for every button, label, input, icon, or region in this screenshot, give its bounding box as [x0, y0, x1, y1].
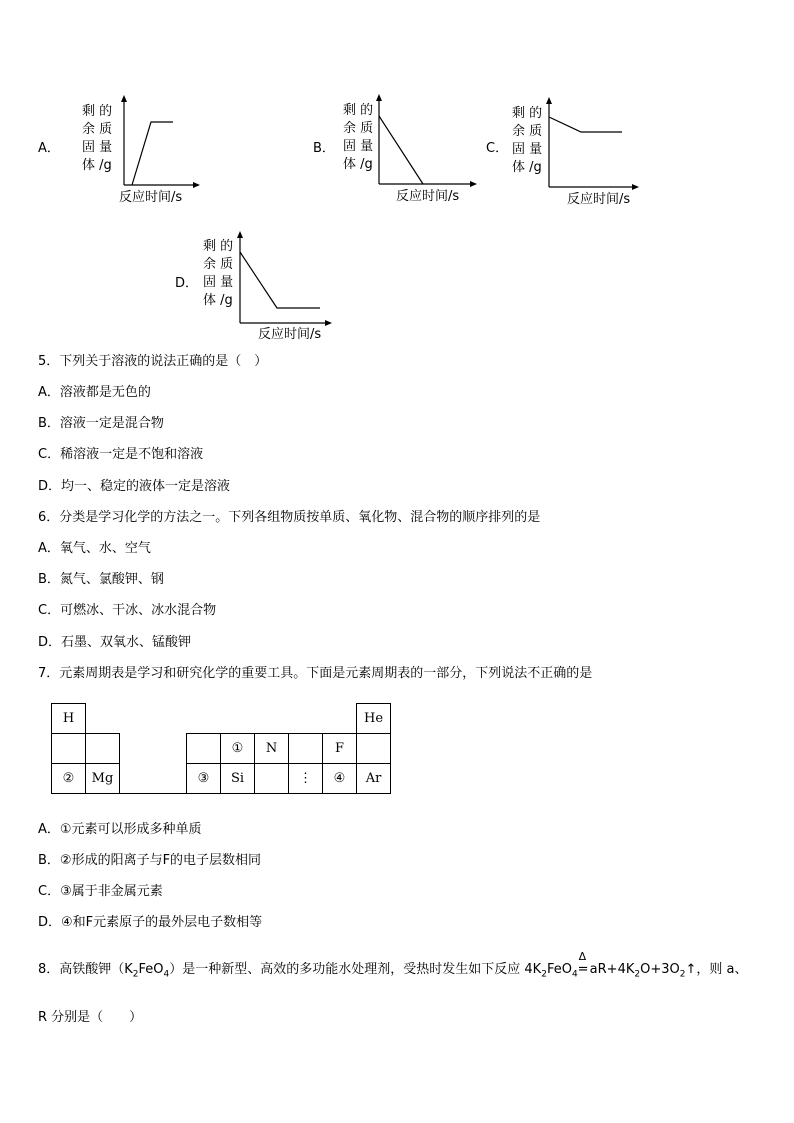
graph-b: [305, 94, 480, 206]
option-letter-d: D．: [175, 276, 199, 291]
pt-cell: [255, 764, 289, 794]
pt-cell: F: [323, 734, 357, 764]
pt-cell: ①: [221, 734, 255, 764]
q6-option-b: B．氮气、氯酸钾、钢: [38, 572, 164, 587]
q6-option-d: D．石墨、双氧水、锰酸钾: [38, 635, 192, 650]
graph-c-curve: [549, 117, 622, 132]
pt-cell: He: [357, 704, 391, 734]
pt-cell-empty: [323, 704, 357, 734]
pt-cell-empty: [255, 704, 289, 734]
pt-cell: Mg: [86, 764, 120, 794]
q8-stem-line1: [38, 950, 748, 983]
pt-cell-empty: [86, 704, 120, 734]
q8-text: 8．高铁酸钾（K: [38, 962, 133, 977]
y-label-line-4: 体 /g: [512, 160, 542, 175]
q8-text: FeO: [138, 962, 164, 977]
y-label-line-1: 剩 的: [203, 239, 234, 254]
subscript: 2: [679, 969, 686, 980]
x-axis-arrow: [632, 184, 639, 190]
q6-option-c: C．可燃冰、干冰、冰水混合物: [38, 603, 217, 618]
y-label-line-2: 余 质: [82, 122, 113, 137]
y-label-line-3: 固 量: [82, 140, 113, 155]
q7-option-a: A．①元素可以形成多种单质: [38, 822, 202, 837]
table-row: [52, 704, 391, 734]
option-letter-b: B．: [313, 141, 335, 156]
pt-cell-blank-bottom: [120, 764, 154, 794]
q6-stem: 6．分类是学习化学的方法之一。下列各组物质按单质、氧化物、混合物的顺序排列的是: [38, 510, 541, 525]
q7-option-d: D．④和F元素原子的最外层电子数相等: [38, 915, 263, 930]
subscript: 4: [571, 969, 578, 980]
q5-option-a: A．溶液都是无色的: [38, 385, 151, 400]
y-label-line-1: 剩 的: [343, 103, 374, 118]
graph-c-svg: [478, 95, 648, 207]
pt-cell-empty: [221, 704, 255, 734]
q8-text: ）是一种新型、高效的多功能水处理剂，受热时发生如下反应 4K: [169, 962, 542, 977]
pt-cell: H: [52, 704, 86, 734]
graph-a: [30, 95, 200, 205]
pt-cell: ④: [323, 764, 357, 794]
y-label-line-3: 固 量: [203, 275, 234, 290]
q8-text: FeO: [546, 962, 572, 977]
graph-a-svg: [30, 95, 200, 205]
graph-d: [170, 229, 340, 342]
subscript: 2: [541, 969, 547, 980]
y-label-line-4: 体 /g: [82, 158, 112, 173]
pt-cell-empty: [153, 704, 187, 734]
graph-b-svg: [305, 94, 480, 206]
y-axis-arrow: [121, 95, 127, 102]
pt-cell: N: [255, 734, 289, 764]
q7-stem: 7．元素周期表是学习和研究化学的重要工具。下面是元素周期表的一部分，下列说法不正确的是: [38, 666, 593, 681]
y-axis-arrow: [546, 97, 552, 104]
pt-cell-empty: [187, 704, 221, 734]
graph-c: [478, 95, 648, 207]
q5-option-d: D．均一、稳定的液体一定是溶液: [38, 479, 231, 494]
heating-delta: Δ: [578, 950, 587, 963]
x-axis-arrow: [193, 182, 200, 188]
pt-cell: [357, 734, 391, 764]
q5-option-b: B．溶液一定是混合物: [38, 416, 164, 431]
x-label: 反应时间/s: [396, 189, 460, 204]
x-axis-arrow: [325, 320, 332, 326]
pt-cell-empty: [153, 734, 187, 764]
q7-option-c: C．③属于非金属元素: [38, 884, 163, 899]
option-letter-a: A．: [38, 141, 60, 156]
table-row: [52, 734, 391, 764]
y-label-line-4: 体 /g: [343, 157, 373, 172]
periodic-table-fragment: [51, 703, 391, 794]
q8-stem-line2: R 分别是（ ）: [38, 1010, 143, 1025]
q7-option-b: B．②形成的阳离子与F的电子层数相同: [38, 853, 262, 868]
pt-cell-empty: [120, 704, 154, 734]
reaction-sign: [577, 950, 590, 978]
y-label-line-2: 余 质: [343, 121, 374, 136]
pt-cell: ③: [187, 764, 221, 794]
pt-cell: [52, 734, 86, 764]
q6-option-a: A．氧气、水、空气: [38, 541, 151, 556]
x-axis-arrow: [470, 181, 477, 187]
y-axis-arrow: [376, 94, 382, 101]
q8-text: ↑，则 a、: [685, 962, 748, 977]
y-label-line-4: 体 /g: [203, 293, 233, 308]
pt-cell: ②: [52, 764, 86, 794]
y-label-line-3: 固 量: [343, 139, 374, 154]
table-row: [52, 764, 391, 794]
y-axis-arrow: [237, 231, 243, 238]
q5-option-c: C．稀溶液一定是不饱和溶液: [38, 447, 204, 462]
y-label-line-2: 余 质: [512, 124, 543, 139]
pt-cell-empty: [289, 704, 323, 734]
subscript: 4: [163, 969, 170, 980]
y-label-line-2: 余 质: [203, 257, 234, 272]
q8-text: O+3O: [640, 962, 680, 977]
subscript: 2: [132, 969, 139, 980]
pt-cell: ⋮: [289, 764, 323, 794]
option-letter-c: C．: [486, 141, 509, 156]
equals-sign: =: [577, 962, 589, 977]
q8-text: aR+4K: [589, 962, 635, 977]
x-label: 反应时间/s: [258, 327, 322, 342]
x-label: 反应时间/s: [567, 192, 631, 207]
q5-stem: 5．下列关于溶液的说法正确的是（ ）: [38, 354, 268, 369]
y-label-line-1: 剩 的: [82, 104, 113, 119]
subscript: 2: [634, 969, 641, 980]
pt-cell-empty: [120, 734, 154, 764]
x-label: 反应时间/s: [119, 190, 183, 205]
graph-d-curve: [240, 252, 320, 308]
pt-cell: Ar: [357, 764, 391, 794]
pt-cell: [289, 734, 323, 764]
graph-d-svg: [170, 229, 340, 342]
pt-cell: [187, 734, 221, 764]
y-label-line-1: 剩 的: [512, 106, 543, 121]
graph-a-curve: [132, 122, 173, 185]
pt-cell: [86, 734, 120, 764]
graph-b-curve: [379, 116, 423, 184]
y-label-line-3: 固 量: [512, 142, 543, 157]
pt-cell: Si: [221, 764, 255, 794]
pt-cell-blank-bottom: [153, 764, 187, 794]
